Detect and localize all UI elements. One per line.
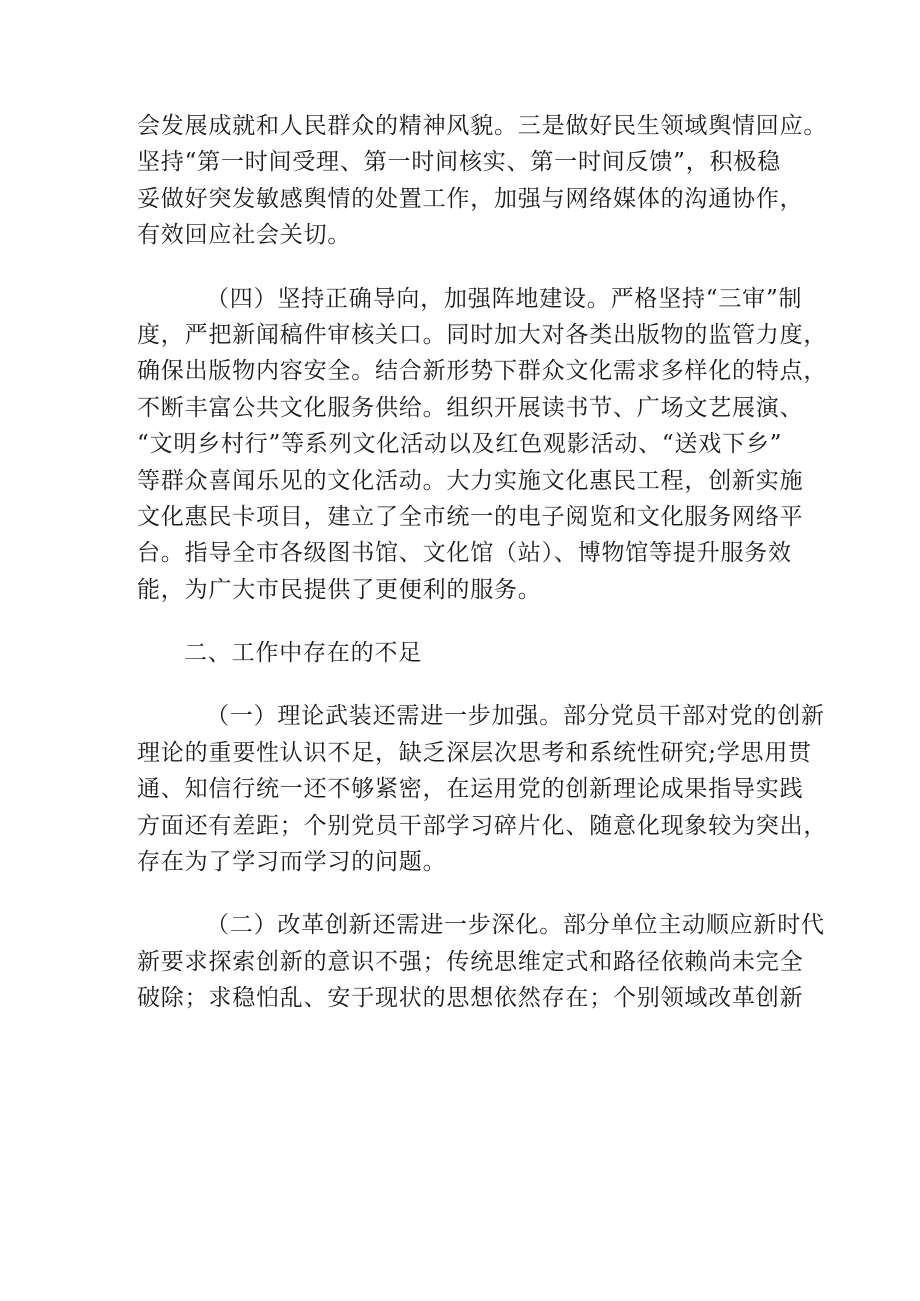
text-line: （四）坚持正确导向，加强阵地建设。严格坚持“三审”制 [206, 285, 803, 312]
text-line: 会发展成就和人民群众的精神风貌。三是做好民生领域舆情回应。 [137, 113, 828, 139]
text-line: 不断丰富公共文化服务供给。组织开展读书节、广场文艺展演、 [137, 394, 804, 421]
text-line: 方面还有差距；个别党员干部学习碎片化、随意化现象较为突出， [137, 812, 828, 839]
text-line: （二）改革创新还需进一步深化。部分单位主动顺应新时代 [206, 912, 825, 939]
text-line: 能，为广大市民提供了更便利的服务。 [137, 576, 542, 603]
paragraph-item-one [137, 698, 828, 880]
text-line: 度，严把新闻稿件审核关口。同时加大对各类出版物的监管力度， [137, 321, 828, 348]
paragraph-section-four [137, 281, 828, 609]
paragraph-gap [137, 608, 797, 635]
section-heading: 二、工作中存在的不足 [184, 640, 422, 667]
text-line: 等群众喜闻乐见的文化活动。大力实施文化惠民工程，创新实施 [137, 467, 804, 494]
text-line: 文化惠民卡项目，建立了全市统一的电子阅览和文化服务网络平 [137, 503, 804, 530]
paragraph-gap [137, 880, 797, 907]
text-line: 通、知信行统一还不够紧密，在运用党的创新理论成果指导实践 [137, 776, 804, 803]
paragraph-public-opinion [137, 108, 828, 254]
text-line: 坚持“第一时间受理、第一时间核实、第一时间反馈”，积极稳 [137, 149, 781, 176]
text-line: 有效回应社会关切。 [137, 222, 352, 249]
text-line: 台。指导全市各级图书馆、文化馆（站）、博物馆等提升服务效 [137, 540, 792, 567]
text-line: “文明乡村行”等系列文化活动以及红色观影活动、“送戏下乡” [137, 431, 783, 458]
section-heading-shortcomings [137, 635, 797, 671]
paragraph-gap [137, 671, 797, 698]
text-line: 理论的重要性认识不足，缺乏深层次思考和系统性研究;学思用贯 [137, 739, 812, 766]
text-line: 破除；求稳怕乱、安于现状的思想依然存在；个别领域改革创新 [137, 985, 804, 1012]
text-line: （一）理论武装还需进一步加强。部分党员干部对党的创新 [206, 703, 825, 730]
paragraph-item-two [137, 907, 825, 1016]
paragraph-gap [137, 254, 797, 281]
text-line: 确保出版物内容安全。结合新形势下群众文化需求多样化的特点， [137, 358, 828, 385]
text-line: 妥做好突发敏感舆情的处置工作，加强与网络媒体的沟通协作， [137, 185, 804, 212]
text-line: 存在为了学习而学习的问题。 [137, 849, 447, 876]
text-line: 新要求探索创新的意识不强；传统思维定式和路径依赖尚未完全 [137, 948, 804, 975]
document-page [137, 108, 828, 1017]
